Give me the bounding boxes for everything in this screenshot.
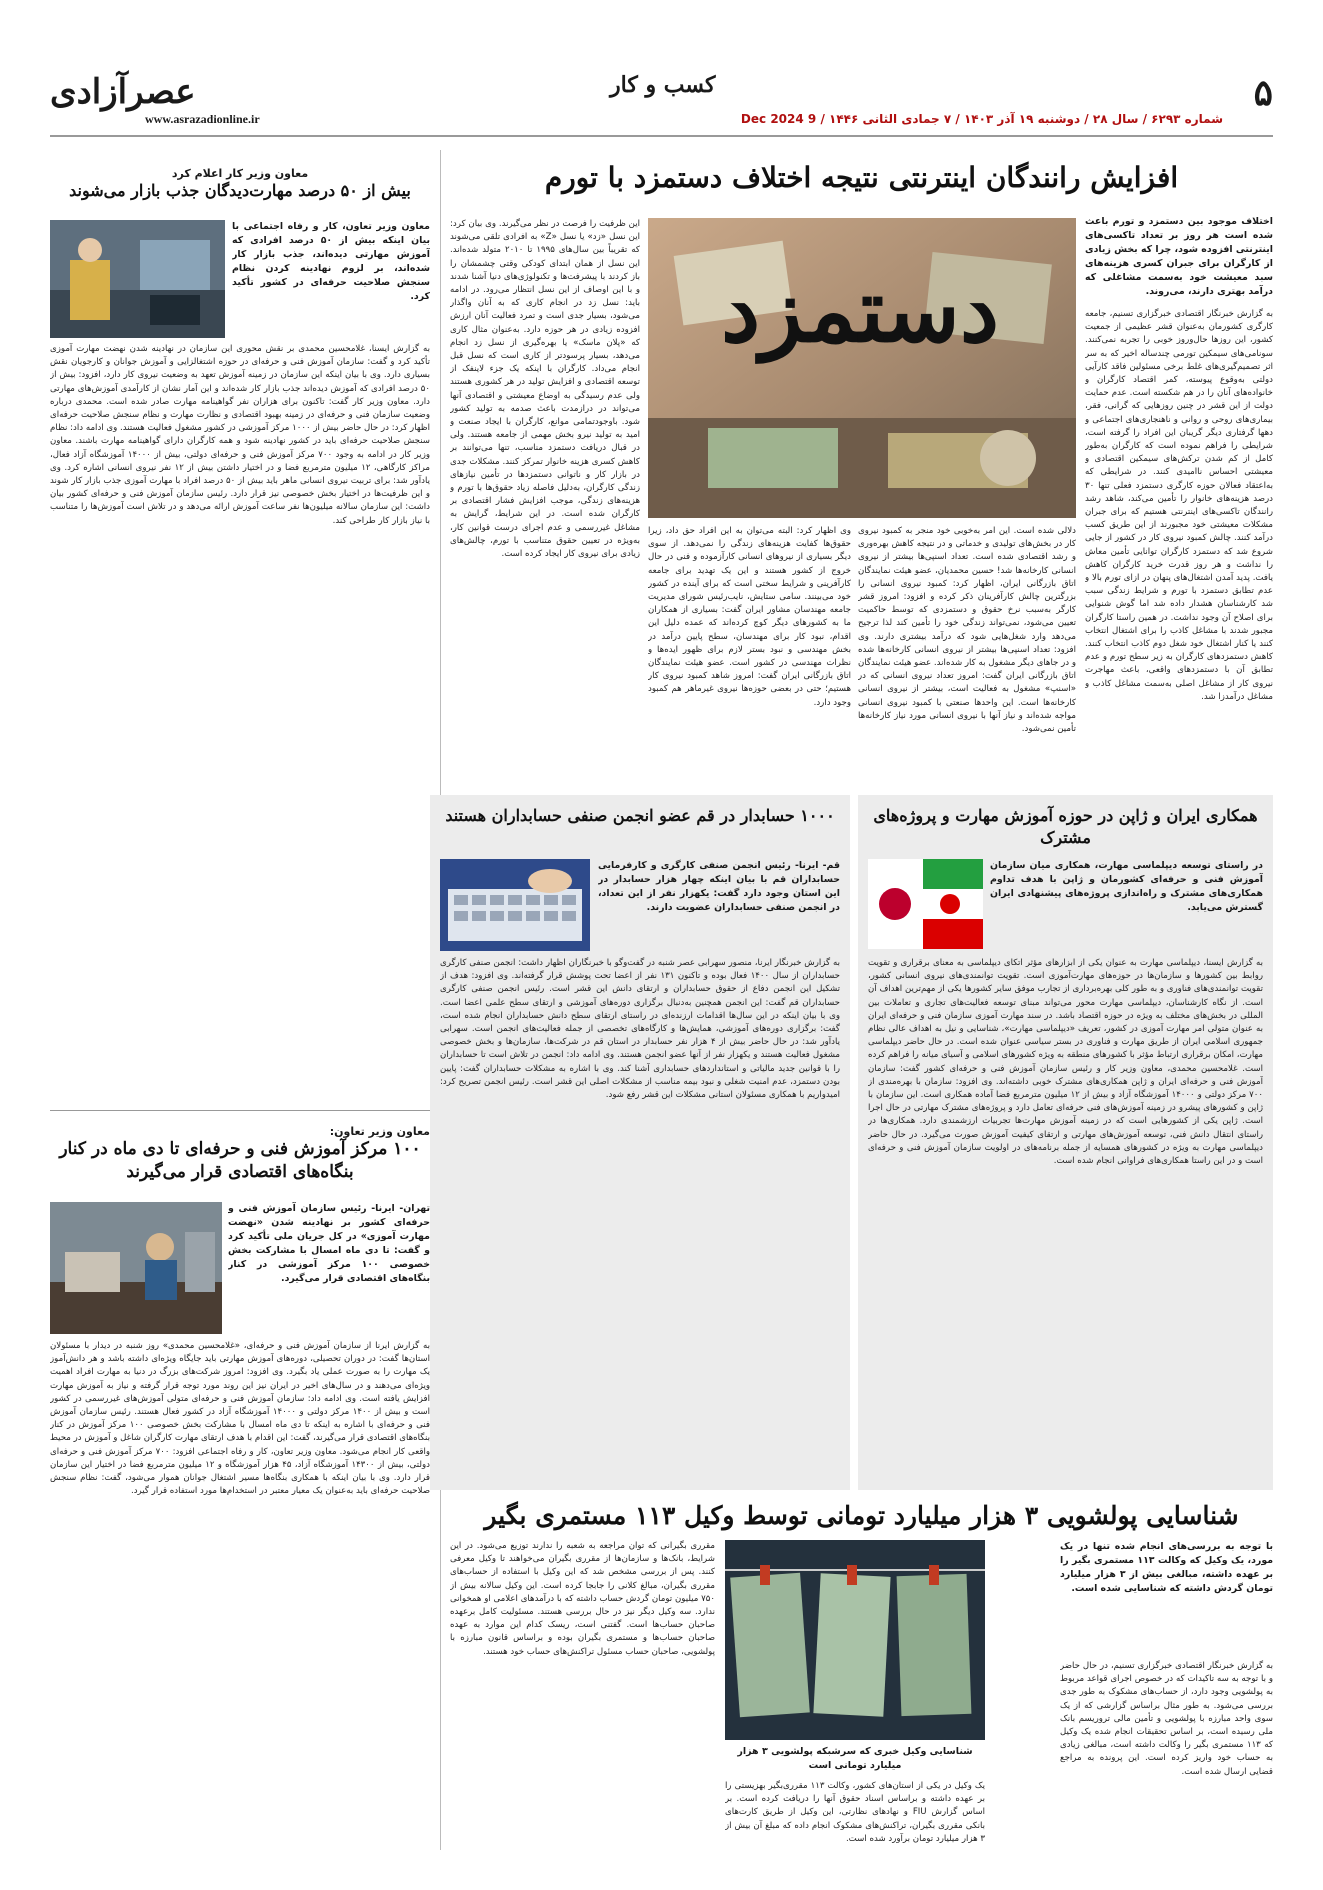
accountants-body: به گزارش خبرنگار ایرنا، منصور سهرابی عصر شنبه در گفت‌وگو با خبرنگاران اظهار داشت: انجمن صنفی کارگری حسابداران از سال ۱۴۰۰ فعال بوده و تاکنون ۱۳۱ نفر از اعضا تحت پوشش قرار گرفته‌اند. وی افزود: هدف از تشکیل این انجمن دفاع از حقوق حسابداران و ارتقای دانش این قشر است. رئیس انجمن صنفی کارگری حسابداران قم گفت: این انجمن همچنین به‌دنبال برگزاری دوره‌های آموزشی و ارتقای سطح علمی اعضا است. وی با بیان اینکه در این سال‌ها اقدامات ارزنده‌ای در راستای ارتقای سطح دانش حسابداران انجام شده است، گفت: برگزاری دوره‌های آموزشی، همایش‌ها و کارگاه‌های تخصصی از جمله فعالیت‌های انجمن است. سهرابی یادآور شد: در حال حاضر بیش از ۴ هزار نفر حسابدار در استان قم در شرکت‌ها، سازمان‌ها و بخش خصوصی مشغول فعالیت هستند و یکهزار نفر از آنها عضو انجمن هستند. وی ادامه داد: انجمن در تلاش است تا حسابداران را با قوانین جدید مالیاتی و استانداردهای حسابداری آشنا کند. وی با اشاره به مشکلات حسابداران گفت: پایین بودن دستمزد، عدم امنیت شغلی و نبود بیمه مناسب از مشکلات اصلی این قشر است. رئیس انجمن تصریح کرد: امیدواریم با همکاری مسئولان استانی مشکلات این قشر رفع شود. [440,958,840,1101]
left-top-lead: معاون وزیر تعاون، کار و رفاه اجتماعی با بیان اینکه بیش از ۵۰ درصد افرادی که آموزش مهارتی دیده‌اند، جذب بازار کار شده‌اند، بر لزوم نهادینه کردن نظام سنجش صلاحیت حرفه‌ای در کشور تأکید کرد. [232,221,430,302]
main-col3: وی اظهار کرد: البته می‌توان به این افراد حق داد، زیرا حقوق‌ها کفایت هزینه‌های زندگی را نمی‌دهد. از سوی دیگر بسیاری از نیروهای انسانی کارآزموده و فنی در حال خروج از کشور هستند و این یک تهدید برای جامعه کارآفرینی و شرایط سختی است که برای آینده در کشور خود می‌بینند. سامی ستایش، نایب‌رئیس شورای مدیریت جامعه مهندسان مشاور ایران گفت: بسیاری از همکاران ما به کشورهای دیگر کوچ کرده‌اند که عمده دلیل این اقدام، نبود کار برای مهندسان، سطح پایین درآمد در بخش مهندسی و نبود بستر لازم برای ظهور ایده‌ها و نظرات مهندسی در کشور است. عضو هیئت نمایندگان اتاق بازرگانی ایران گفت: امروز شاهد کمبود نیروی کار هستیم؛ حتی در بعضی حوزه‌ها نیروی غیرماهر هم کمبود وجود دارد. [648,526,851,708]
main-headline: افزایش رانندگان اینترنتی نتیجه اختلاف دستمزد با تورم [544,161,1179,194]
left-top-kicker: معاون وزیر کار اعلام کرد [171,167,309,180]
bottom-lead: با توجه به بررسی‌های انجام شده تنها در یک مورد، یک وکیل که وکالت ۱۱۳ مستمری بگیر را بر عهده داشته، مبالغی بیش از ۳ هزار میلیارد تومان گردش داشته که شناسایی شده است. [1060,1541,1273,1594]
wages-word-overlay: دستمزد [720,258,1000,362]
left-bottom-lead: تهران- ایرنا- رئیس سازمان آموزش فنی و حرفه‌ای کشور بر نهادینه شدن «نهضت مهارت آموزی» در کل جریان ملی تأکید کرد و گفت: تا دی ماه امسال با مشارکت بخش خصوصی ۱۰۰ مرکز آموزشی در کنار بنگاه‌های اقتصادی قرار می‌گیرد. [228,1203,430,1284]
newspaper-logo: عصرآزادی [50,72,196,112]
left-top-headline: بیش از ۵۰ درصد مهارت‌دیدگان جذب بازار می‌شوند [69,181,411,200]
left-bottom-body: به گزارش ایرنا از سازمان آموزش فنی و حرفه‌ای، «غلامحسین محمدی» روز شنبه در دیدار با مسئولان استان‌ها گفت: در دوران تحصیلی، دوره‌های آموزش مهارتی باید جایگاه ویژه‌ای داشته باشد و هر دانش‌آموز یک مهارت را به صورت عملی یاد بگیرد. وی افزود: امروز شرکت‌های بزرگ در دنیا به مهارت افراد اهمیت ویژه‌ای می‌دهند و در سال‌های اخیر در ایران نیز این روند مورد توجه قرار گرفته و نیاز به آموزش مهارت افزایش یافته است. وی ادامه داد: سازمان آموزش فنی و حرفه‌ای متولی آموزش‌های غیررسمی در کشور است و بیش از ۱۴۰۰ مرکز دولتی و ۱۴۰۰۰ آموزشگاه آزاد در کشور فعال هستند. رئیس سازمان آموزش فنی و حرفه‌ای با اشاره به اینکه تا دی ماه امسال با مشارکت بخش خصوصی ۱۰۰ مرکز آموزش در کنار بنگاه‌های اقتصادی قرار می‌گیرند، گفت: این اقدام با هدف ارتقای مهارت کارگران شاغل و آموزش در محیط واقعی کار انجام می‌شود. معاون وزیر تعاون، کار و رفاه اجتماعی افزود: ۷۰۰ مرکز آموزش فنی و حرفه‌ای دولتی، بیش از ۱۴۳۰۰ آموزشگاه آزاد، ۴۵ هزار آموزشگاه و ۱۲ میلیون مترمربع فضا در اختیار این سازمان قرار دارد. وی با بیان اینکه با همکاری بنگاه‌ها مسیر اشتغال جوانان هموار می‌شود، گفت: نظام سنجش صلاحیت حرفه‌ای باید به‌عنوان یک معیار معتبر در استخدام‌ها مورد استفاده قرار گیرد. [50,1341,430,1497]
left-top-body: به گزارش ایسنا، غلامحسین محمدی بر نقش محوری این سازمان در نهادینه شدن نهضت مهارت آموزی تأکید کرد و گفت: سازمان آموزش فنی و حرفه‌ای در حوزه اشتغالزایی و آموزش جوانان و کارجویان نقش بسیاری دارد. وی با بیان اینکه این سازمان در زمینه آموزش تعهد به وضعیت نیروی کار دارد، افزود: بیش از ۵۰ درصد افرادی که آموزش دیده‌اند جذب بازار کار شده‌اند و این آمار نشان از کارآمدی آموزش‌های مهارتی دارد. معاون وزیر کار گفت: تاکنون برای هزاران نفر گواهینامه مهارت صادر شده است. محمدی درباره وضعیت سازمان فنی و حرفه‌ای در زمینه بهبود اقتصادی و نظارت مهارت و نظام سنجش صلاحیت حرفه‌ای اظهار کرد: در حال حاضر بیش از ۱۰۰۰ مرکز آموزشی در کشور مشغول فعالیت هستند. وی ادامه داد: نظام سنجش صلاحیت حرفه‌ای باید در کشور نهادینه شود و همه کارگران دارای گواهینامه مهارت باشند. معاون وزیر کار در ادامه به وجود ۷۰۰ مرکز آموزش فنی و حرفه‌ای دولتی، بیش از ۱۴۰۰۰ آموزشگاه آزاد فعال، مراکز کارگاهی، ۱۲ میلیون مترمربع فضا و در اختیار داشتن بیش از ۱۲ نفر نیروی انسانی اشاره کرد. وی یادآور شد: برای تربیت نیروی انسانی ماهر باید بیش از ۵۰ درصد افراد با مهارت آموزی جذب بازار کار شوند و این ظرفیت‌ها در اختیار بخش خصوصی نیز قرار دارد. رئیس سازمان آموزش فنی و حرفه‌ای کشور بیان داشت: این سازمان سالانه میلیون‌ها نفر ساعت آموزش ارائه می‌دهد و در تلاش است آموزش‌ها را متناسب با نیاز بازار کار طراحی کند. [50,344,430,526]
main-col2: دلالی شده است. این امر به‌خوبی خود منجر به کمبود نیروی کار در بخش‌های تولیدی و خدماتی و در نتیجه کاهش بهره‌وری و رشد اقتصادی شده است. تعداد اسنپی‌ها بیشتر از نیروی انسانی کارخانه‌ها شد! حسین محمدیان، عضو هیئت نمایندگان اتاق بازرگانی ایران، اظهار کرد: کمبود نیروی انسانی را بزرگترین چالش کارآفرینان ذکر کرده و افزود: امروز قشر کارگر به‌سبب نرخ حقوق و دستمزدی که توسط حاکمیت تعیین می‌شود، نمی‌تواند زندگی خود را تأمین کند لذا ترجیح می‌دهد وارد شغل‌هایی شود که درآمد بیشتری دارند. وی افزود: تعداد اسنپی‌ها بیشتر از نیروی انسانی کارخانه‌ها شده و در جاهای دیگر مشغول به کار شده‌اند. عضو هیئت نمایندگان اتاق بازرگانی ایران گفت: امروز تعداد نیروی انسانی که در «اسنپ» مشغول به فعالیت است، بیشتر از نیروی انسانی کارخانه‌ها است. این واحدها صنعتی با کمبود نیروی انسانی مواجه شده‌اند و نیاز آنها با نیروی انسانی مورد نیاز کارخانه‌ها تأمین نمی‌شود. [858,526,1076,735]
japan-headline: همکاری ایران و ژاپن در حوزه آموزش مهارت و پروژه‌های مشترک [873,806,1258,847]
masthead-divider [50,135,1273,137]
website-link[interactable]: www.asrazadionline.ir [145,112,260,126]
issue-line: شماره ۶۲۹۳ / سال ۲۸ / دوشنبه ۱۹ آذر ۱۴۰۳ / ۷ جمادی الثانی ۱۴۴۶ / 9 Dec 2024 [740,112,1223,126]
page-number: ۵ [1253,72,1273,114]
iran-japan-flags [868,859,983,949]
keyboard-calculator-photo [440,859,590,951]
accountants-headline: ۱۰۰۰ حسابدار در قم عضو انجمن صنفی حسابداران هستند [445,806,835,825]
main-col1: به گزارش خبرنگار اقتصادی خبرگزاری تسنیم، جامعه کارگری کشورمان به‌عنوان قشر عظیمی از جمعیت کشور، این روزها حال‌وروز خوبی را تجربه نمی‌کنند. سونامی‌های سیمکین تورمی چندساله اخیر که به سر اثر تصمیم‌گیری‌های غلط برخی مسئولین فاقد کارآیی دولتی به‌وقوع پیوسته، کمر اقتصاد کارگران و خانواده‌های آنان را در هم شکسته است. عدم حمایت دولت از این قشر در چنین روزهایی که گرانی، فقر، بیماری‌های روحی و روانی و ناهنجاری‌های اجتماعی و دهها گرفتاری دیگر گریبان این افراد را گرفته است، شرایطی را فراهم نموده است که کارگران به‌طور کامل از کم شدن ترکش‌های سیمکین اقتصادی و معیشتی احساس ناامیدی کنند. در شرایطی که به‌اعتقاد فعالان حوزه کارگری دستمزد فعلی تنها ۳۰ درصد هزینه‌های خانوار را تأمین می‌کند، شاهد رشد رانندگان تاکسی‌های اینترنتی هستیم که برای جبران مشکلات معیشتی خود مجبورند از این طریق کسب درآمد کنند. چالش کمبود نیروی کار در کشور از جایی شروع شد که دستمزد کارگران توانایی تأمین معاش را نداشت و هر روز قدرت خرید کارگران کاهش یافت. پدید آمدن اشتغال‌های پنهان در ازای تورم بالا و عدم تطابق دستمزد با تورم و شرایط زندگی سبب شد کارشناسان هشدار داده شد اما گوش شنوایی برای اصلاح آن وجود نداشت. در همین راستا کارگران مجبور شدند با مشاغل کاذب را برای اشتغال انتخاب کنند یا کنار اشتغال خود شغل دوم کاذب انتخاب کنند. کاهش دستمزدهای کارگران به زیر سطح تورم و عدم تطابق آن با دستمزد‌های واقعی، باعث مهاجرت نیروی کار از مشاغل اصلی به‌سمت مشاغل کاذب و مشاغل درآمدزا شد. [1085,309,1273,702]
bottom-col1: به گزارش خبرنگار اقتصادی خبرگزاری تسنیم، در حال حاضر و با توجه به سه تاکیدات که در خصوص اجرای قواعد مربوط به پولشویی وجود دارد، از حساب‌های مشکوک به طور جدی بررسی می‌شود. به طور مثال براساس گزارشی که از یک سوی واحد مبارزه با پولشویی و تأمین مالی تروریسم بانک ملی رسیده است، بر اساس تحقیقات انجام شده یک وکیل که ۱۱۳ مستمری بگیر را وکالت داشته است، مبالغی زیادی به حساب خود واریز کرده است. این پرونده به مراجع قضایی ارسال شده است. [1060,1661,1273,1777]
bottom-col3: یک وکیل در یکی از استان‌های کشور، وکالت ۱۱۳ مقرری‌بگیر بهزیستی را بر عهده داشته و براساس اسناد حقوق آنها را دریافت کرده است. بر اساس گزارش FIU و نهادهای نظارتی، این وکیل از طریق کارت‌های بانکی مقرری بگیران، تراکنش‌های مشکوک انجام داده که مبلغ آن بیش از ۳ هزار میلیارد تومان برآورد شده است. [725,1781,985,1844]
bottom-headline: شناسایی پولشویی ۳ هزار میلیارد تومانی توسط وکیل ۱۱۳ مستمری بگیر [484,1501,1239,1530]
accountants-box [430,795,850,1490]
japan-lead: در راستای توسعه دیپلماسی مهارت، همکاری میان سازمان آموزش فنی و حرفه‌ای کشورمان و ژاپن با هدف تداوم همکاری‌های مشترک و راه‌اندازی پروژه‌های پیشنهادی ایران گسترش می‌یابد. [990,860,1263,913]
left-bottom-kicker: معاون وزیر تعاون: [329,1125,430,1138]
bottom-col2: مقرری بگیرانی که توان مراجعه به شعبه را ندارند توزیع می‌شود. در این شرایط، بانک‌ها و سازمان‌ها از مقرری بگیران می‌خواهند تا وکیل معرفی کنند. پس از بررسی مشخص شد که این وکیل با استفاده از حساب‌های مقرری بگیران، مبالغ کلانی را جابجا کرده است. این وکیل سالانه بیش از ۷۵۰ میلیون تومان گردش حساب داشته که با درآمدهای اعلامی او همخوانی ندارد. سه وکیل دیگر نیز در حال بررسی هستند. مسئولیت کامل برعهده صاحبان حساب‌ها است. گفتنی است، ریسک کدام این موارد به عهده صاحبان حساب‌ها و مستمری بگیران بوده و براساس قانون مبارزه با پولشویی، صاحبان حساب مسئول تراکنش‌های حساب خود هستند. [450,1541,715,1657]
vocational-training-photo [50,1202,222,1334]
japan-box [858,795,1273,1490]
photo-caption: شناسایی وکیل خبری که سرشبکه پولشویی ۳ هزار میلیارد تومانی است [737,1746,973,1771]
left-divider [50,1110,430,1111]
section-title: کسب و کار [610,72,716,98]
money-on-clothesline-photo [725,1540,985,1740]
left-bottom-headline: ۱۰۰ مرکز آموزش فنی و حرفه‌ای تا دی ماه در کنار بنگاه‌های اقتصادی قرار می‌گیرند [59,1139,421,1182]
training-workshop-photo [50,220,225,338]
accountants-lead: قم- ایرنا- رئیس انجمن صنفی کارگری و کارفرمایی حسابداران قم با بیان اینکه چهار هزار حسابدار در این استان وجود دارد گفت: یکهزار نفر از این تعداد، در انجمن صنفی حسابداران عضویت دارند. [598,860,840,913]
main-col4: این ظرفیت را فرصت در نظر می‌گیرند. وی بیان کرد: این نسل «زد» یا نسل «Z» به افرادی تلقی می‌شوند که تقریباً بین سال‌های ۱۹۹۵ تا ۲۰۱۰ متولد شده‌اند. این نسل از همان ابتدای کودکی وقتی چشمشان را باز کردند با پیشرفت‌ها و تکنولوژی‌های دنیا آشنا شدند و با این اوصاف از این نسل انتظار می‌رود. در ادامه باید: نسل زد در انجام کاری که به آنان واگذار می‌شود، بسیار جدی است و تمرد فعالیت آنان ارزش افزوده زیادی در هر حوزه دارد. به‌عنوان مثال کاری که «پلان ماسک» یا بهره‌گیری از نسل زد انجام می‌دهد، بسیار پرسودتر از کاری است که نسل قبل انجام می‌داد. کارگران با اینکه یک جزء لاینفک از توسعه اقتصادی و افزایش تولید در هر کشوری هستند ولی عدم رسیدگی به اوضاع معیشتی و اقتصادی آنها می‌تواند در درازمدت باعث صدمه به تولید کشور شود. باوجودتمامی موانع، کارگران با ایجاد صنعت و امید به تولید نیرو بخش مهمی از جامعه هستند. ولی در قبال دریافت دستمزد مناسب، تنها می‌توانند بر کاهش کسری هزینه خانوار تمرکز کنند. مشکلات جدی در بازار کار و ناتوانی دستمزدها در تأمین نیازهای زندگی کارگران، به‌دلیل فاصله زیاد حقوق‌ها با تورم و هزینه‌های زندگی، موجب افزایش فشار اقتصادی بر کارگران شده است. در این شرایط، گرایش به مشاغل غیررسمی و عدم اجرای درست قوانین کار، به‌ویژه در تعیین حقوق متناسب با تورم، چالش‌های زیادی برای نیروی کار ایجاد کرده است. [450,219,640,560]
japan-body: به گزارش ایسنا، دیپلماسی مهارت به عنوان یکی از ابزارهای مؤثر اتکای دیپلماسی به معنای برقراری و تقویت روابط بین کشورها و سازمان‌ها در حوزه‌های مهارت‌آموزی است. تقویت توانمندی‌های نیروی انسانی کشور، تقویت توانمندی‌های فناوری و به طور کلی بهره‌برداری از تجارب موفق سایر کشورها یکی از مهم‌ترین اهداف آن است. از نگاه کارشناسان، دیپلماسی مهارت محور می‌تواند مبنای توسعه فعالیت‌های تجاری و تعاملات بین المللی در بخش‌های مختلف به ویژه در حوزه اقتصاد باشد. در سند مهارت آموزی سازمان فنی و حرفه‌ای ایران به عنوان متولی امر مهارت آموزی در کشور، تعریف «دیپلماسی مهارت»، شناسایی و نیل به اهداف عالی نظام جمهوری اسلامی ایران از طریق مهارت و فناوری در بستر سیاسی عنوان شده است. در حال حاضر دیپلماسی مهارت، امکان برقراری ارتباط مؤثر با کشورهای منطقه به ویژه کشورهای اسلامی و آسیای میانه را فراهم کرده است. غلامحسین محمدی، معاون وزیر کار و رئیس سازمان آموزش فنی و حرفه‌ای کشور گفت: سازمان آموزش فنی و حرفه‌ای ایران و ژاپن همکاری‌های مشترک خوبی داشته‌اند. وی افزود: سازمان با بهره‌مندی از ۷۰۰ مرکز دولتی و ۱۴۰۰۰ آموزشگاه آزاد و بیش از ۱۲ میلیون مترمربع فضا آماده همکاری است. این سازمان با ژاپن و کشورهای پیشرو در زمینه آموزش‌های فنی حرفه‌ای تعامل دارد و پروژه‌های مشترک مهارتی در حال اجرا است. ژاپن یکی از کشورهایی است که در زمینه آموزش مهارت‌ها تجربیات ارزشمندی دارد. همکاری‌ها در راستای انتقال دانش فنی، توسعه آموزش‌های مهارتی و ارتقای کیفیت آموزش صورت می‌گیرد. در حال حاضر دیپلماسی مهارت به ویژه در کشورهای همسایه از جمله برنامه‌های در اولویت سازمان آموزش فنی و حرفه‌ای است و در این راستا همکاری‌های فراوانی انجام شده است. [868,958,1263,1167]
main-lead: اختلاف موجود بین دستمزد و تورم باعث شده است هر روز بر تعداد تاکسی‌های اینترنتی افزوده شود، چرا که بخش زیادی از کارگران برای جبران کسری هزینه‌های سبد معیشت خود به‌سمت مشاغلی که درآمد بهتری دارند، می‌روند. [1085,216,1273,297]
